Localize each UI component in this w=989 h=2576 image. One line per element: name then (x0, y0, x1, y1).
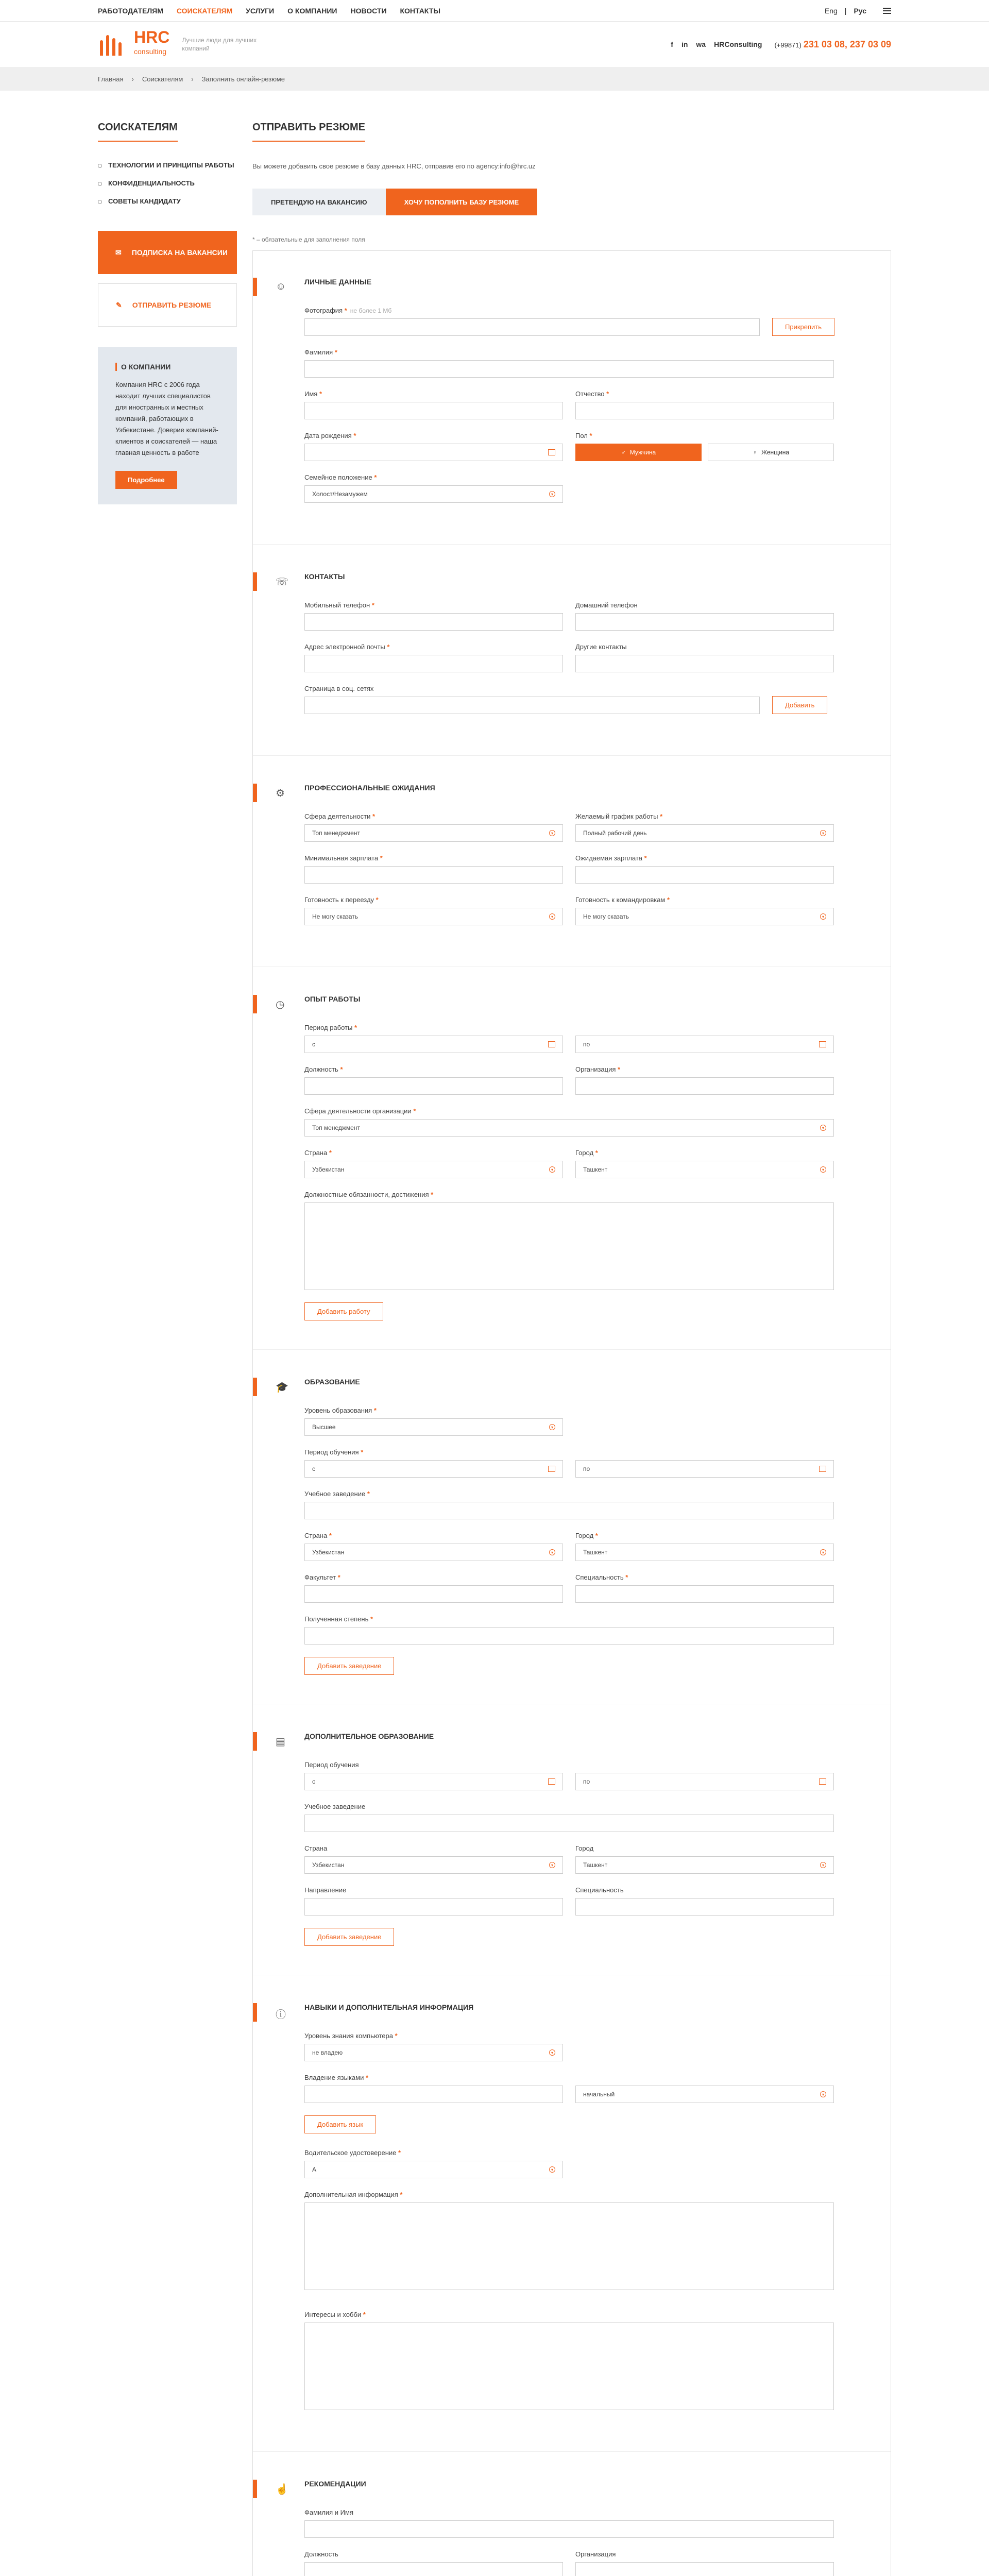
tagline: Лучшие люди для лучших компаний (182, 37, 257, 52)
pc-level-select[interactable]: не владею ▾ (304, 2044, 563, 2061)
edu-school-input[interactable] (304, 1502, 834, 1519)
duties-textarea[interactable] (304, 1202, 834, 1290)
gender-female-button[interactable]: ♀ Женщина (708, 444, 834, 461)
graduation-cap-icon: 🎓 (276, 1382, 288, 1393)
social-page-input[interactable] (304, 697, 760, 714)
about-box (98, 347, 237, 504)
addedu-spec-input[interactable] (575, 1898, 834, 1916)
user-icon: ☺ (276, 281, 286, 292)
home-phone-input[interactable] (575, 613, 834, 631)
work-city-select[interactable]: Ташкент ▾ (575, 1161, 834, 1178)
nav-news[interactable]: НОВОСТИ (350, 6, 387, 15)
language-level-select[interactable]: начальный ▾ (575, 2086, 834, 2103)
intro-text: Вы можете добавить свое резюме в базу данных HRC, отправив его по agency:info@hrc.uz (252, 162, 536, 170)
section-title: ДОПОЛНИТЕЛЬНОЕ ОБРАЗОВАНИЕ (304, 1732, 434, 1740)
extra-info-textarea[interactable] (304, 2202, 834, 2290)
section-title: КОНТАКТЫ (304, 572, 345, 581)
relocate-select[interactable]: Не могу сказать ▾ (304, 908, 563, 925)
brand-name: HRC (134, 28, 170, 46)
nav-contacts[interactable]: КОНТАКТЫ (400, 6, 440, 15)
patronymic-input[interactable] (575, 402, 834, 419)
marital-select[interactable]: Холост/Незамужем ▾ (304, 485, 563, 503)
thumbs-up-icon: ☝ (276, 2484, 288, 2495)
section-title: РЕКОМЕНДАЦИИ (304, 2480, 366, 2488)
add-language-button[interactable]: Добавить язык (304, 2115, 376, 2133)
addedu-to-input[interactable]: по (575, 1773, 834, 1790)
edu-to-input[interactable]: по (575, 1460, 834, 1478)
language-switch: Eng | Рус (825, 7, 891, 15)
sidebar-item-privacy[interactable]: КОНФИДЕНЦИАЛЬНОСТЬ (98, 174, 237, 192)
nav-about[interactable]: О КОМПАНИИ (287, 6, 337, 15)
brand-sub: consulting (134, 47, 167, 56)
edit-icon: ✎ (116, 300, 122, 309)
sphere-select[interactable]: Топ менеджмент ▾ (304, 824, 563, 842)
work-org-input[interactable] (575, 1077, 834, 1095)
expected-salary-input[interactable] (575, 866, 834, 884)
addedu-city-select[interactable]: Ташкент ▾ (575, 1856, 834, 1874)
sidebar-title: СОИСКАТЕЛЯМ (98, 122, 178, 142)
phone-icon: ☏ (276, 577, 289, 588)
trips-select[interactable]: Не могу сказать ▾ (575, 908, 834, 925)
gender-male-button[interactable]: ♂ Мужчина (575, 444, 702, 461)
sidebar-item-tech[interactable]: ТЕХНОЛОГИИ И ПРИНЦИПЫ РАБОТЫ (98, 156, 237, 174)
section-contacts: ☏ КОНТАКТЫ Мобильный телефон * Домашний телефон Адрес электронной почты * Другие контакты Страница в соц. сетях Добавить (253, 572, 891, 756)
add-work-button[interactable]: Добавить работу (304, 1302, 383, 1320)
required-note: * – обязательные для заполнения поля (252, 236, 365, 243)
logo[interactable] (98, 30, 259, 59)
mail-icon: ✉ (115, 248, 122, 257)
subscribe-button[interactable]: ✉ ПОДПИСКА НА ВАКАНСИИ (98, 231, 237, 274)
male-icon: ♂ (621, 449, 626, 456)
photo-field[interactable] (304, 318, 760, 336)
crumb-home[interactable]: Главная (98, 75, 124, 83)
info-icon: ⓘ (276, 2009, 286, 2021)
lang-rus[interactable]: Рус (854, 6, 866, 15)
send-resume-button[interactable]: ✎ ОТПРАВИТЬ РЕЗЮМЕ (98, 283, 237, 327)
resume-form (252, 250, 891, 2576)
add-addschool-button[interactable]: Добавить заведение (304, 1928, 394, 1946)
addedu-country-select[interactable]: Узбекистан ▾ (304, 1856, 563, 1874)
license-select[interactable]: A ▾ (304, 2161, 563, 2178)
work-from-input[interactable]: с (304, 1036, 563, 1053)
chevron-down-icon: ▾ (549, 491, 555, 497)
ref-name-input[interactable] (304, 2520, 834, 2538)
section-personal: ☺ ЛИЧНЫЕ ДАННЫЕ Фотография * не более 1 Мб Прикрепить Фамилия * Имя * Отчество * Дата рождения * Пол * ♂ Мужчина ♀ Женщина Семейное положение * Холост/Незамужем ▾ (253, 278, 891, 545)
facebook-icon[interactable]: f (671, 40, 673, 48)
edu-spec-input[interactable] (575, 1585, 834, 1603)
tab-add-resume[interactable]: ХОЧУ ПОПОЛНИТЬ БАЗУ РЕЗЮМЕ (386, 189, 538, 215)
section-title: ОБРАЗОВАНИЕ (304, 1378, 360, 1386)
social-links (671, 40, 762, 48)
breadcrumb: Главная › Соискателям › Заполнить онлайн-резюме (0, 67, 989, 91)
crumb-current: Заполнить онлайн-резюме (201, 75, 285, 83)
edu-city-select[interactable]: Ташкент ▾ (575, 1544, 834, 1561)
nav-employers[interactable]: РАБОТОДАТЕЛЯМ (98, 6, 163, 15)
about-text: Компания HRC с 2006 года находит лучших специалистов для иностранных и местных компаний, работающих в Узбекистане. Доверие компаний-клиентов и соискателей — наша главная ценность в работе (115, 381, 218, 456)
sidebar-item-tips[interactable]: СОВЕТЫ КАНДИДАТУ (98, 192, 237, 210)
telegram-link[interactable]: HRConsulting (714, 40, 762, 48)
header-phone[interactable]: (+99871) 231 03 08, 237 03 09 (774, 39, 891, 49)
female-icon: ♀ (752, 449, 757, 456)
main-content (252, 122, 891, 2576)
addedu-school-input[interactable] (304, 1815, 834, 1832)
work-to-input[interactable]: по (575, 1036, 834, 1053)
language-input[interactable] (304, 2086, 563, 2103)
about-more-button[interactable]: Подробнее (115, 471, 177, 489)
lang-eng[interactable]: Eng (824, 6, 838, 15)
edu-country-select[interactable]: Узбекистан ▾ (304, 1544, 563, 1561)
topbar (0, 0, 989, 22)
first-name-input[interactable] (304, 402, 563, 419)
linkedin-icon[interactable]: in (681, 40, 688, 48)
section-title: ПРОФЕССИОНАЛЬНЫЕ ОЖИДАНИЯ (304, 784, 435, 792)
ref-position-input[interactable] (304, 2562, 563, 2576)
section-work: ◷ ОПЫТ РАБОТЫ Период работы * с по Должность * Организация * Сфера деятельности организации * Топ менеджмент ▾ Страна * Узбекистан ▾ Город * Ташкент ▾ Должностные обязанности, достижения * Добавить работу (253, 995, 891, 1350)
nav-candidates[interactable]: СОИСКАТЕЛЯМ (176, 6, 233, 15)
birth-date-input[interactable] (304, 444, 563, 461)
tab-apply-vacancy[interactable]: ПРЕТЕНДУЮ НА ВАКАНСИЮ (252, 189, 386, 215)
logo-mark-icon (98, 33, 129, 56)
addedu-from-input[interactable]: с (304, 1773, 563, 1790)
edu-degree-input[interactable] (304, 1627, 834, 1645)
ref-org-input[interactable] (575, 2562, 834, 2576)
schedule-select[interactable]: Полный рабочий день ▾ (575, 824, 834, 842)
min-salary-input[interactable] (304, 866, 563, 884)
email-input[interactable] (304, 655, 563, 672)
last-name-input[interactable] (304, 360, 834, 378)
hobby-textarea[interactable] (304, 2323, 834, 2410)
section-additional-education: ▤ ДОПОЛНИТЕЛЬНОЕ ОБРАЗОВАНИЕ Период обучения с по Учебное заведение Страна Узбекистан ▾ Город Ташкент ▾ Направление Специальность Добавить заведение (253, 1732, 891, 1975)
main-header (0, 22, 989, 67)
add-social-button[interactable]: Добавить (772, 696, 827, 714)
work-position-input[interactable] (304, 1077, 563, 1095)
add-school-button[interactable]: Добавить заведение (304, 1657, 394, 1675)
top-nav (98, 7, 440, 15)
section-skills: ⓘ НАВЫКИ И ДОПОЛНИТЕЛЬНАЯ ИНФОРМАЦИЯ Уровень знания компьютера * не владею ▾ Владение языками * начальный ▾ Добавить язык Водительское удостоверение * A ▾ Дополнительная информация * Интересы и хобби * (253, 2003, 891, 2452)
edu-faculty-input[interactable] (304, 1585, 563, 1603)
other-contacts-input[interactable] (575, 655, 834, 672)
sidebar (98, 122, 237, 2576)
section-education: 🎓 ОБРАЗОВАНИЕ Уровень образования * Высшее ▾ Период обучения * с по Учебное заведение * Страна * Узбекистан ▾ Город * Ташкент ▾ Факультет * Специальность * Полученная степень * Добавить заведение (253, 1378, 891, 1704)
book-icon: ▤ (276, 1736, 285, 1748)
section-title: ОПЫТ РАБОТЫ (304, 995, 361, 1003)
work-country-select[interactable]: Узбекистан ▾ (304, 1161, 563, 1178)
section-title: ЛИЧНЫЕ ДАННЫЕ (304, 278, 372, 286)
menu-icon[interactable] (883, 8, 891, 14)
crumb-candidates[interactable]: Соискателям (142, 75, 183, 83)
whatsapp-icon[interactable]: wa (696, 40, 706, 48)
page-title: ОТПРАВИТЬ РЕЗЮМЕ (252, 122, 365, 142)
attach-photo-button[interactable]: Прикрепить (772, 318, 834, 336)
section-expectations: ⚙ ПРОФЕССИОНАЛЬНЫЕ ОЖИДАНИЯ Сфера деятельности * Топ менеджмент ▾ Желаемый график работы * Полный рабочий день ▾ Минимальная зарплата * Ожидаемая зарплата * Готовность к переезду * Не могу сказать ▾ Готовность к командировкам * Не могу сказать ▾ (253, 784, 891, 967)
edu-level-select[interactable]: Высшее ▾ (304, 1418, 563, 1436)
resume-tabs (252, 189, 891, 215)
edu-from-input[interactable]: с (304, 1460, 563, 1478)
gear-icon: ⚙ (276, 788, 285, 799)
calendar-icon (548, 449, 555, 455)
mobile-input[interactable] (304, 613, 563, 631)
addedu-direction-input[interactable] (304, 1898, 563, 1916)
about-title: О КОМПАНИИ (115, 363, 219, 371)
section-references: ☝ РЕКОМЕНДАЦИИ Фамилия и Имя Должность Организация (253, 2480, 891, 2576)
work-sphere-select[interactable]: Топ менеджмент ▾ (304, 1119, 834, 1137)
section-title: НАВЫКИ И ДОПОЛНИТЕЛЬНАЯ ИНФОРМАЦИЯ (304, 2003, 474, 2011)
nav-services[interactable]: УСЛУГИ (246, 6, 275, 15)
clock-icon: ◷ (276, 999, 285, 1010)
